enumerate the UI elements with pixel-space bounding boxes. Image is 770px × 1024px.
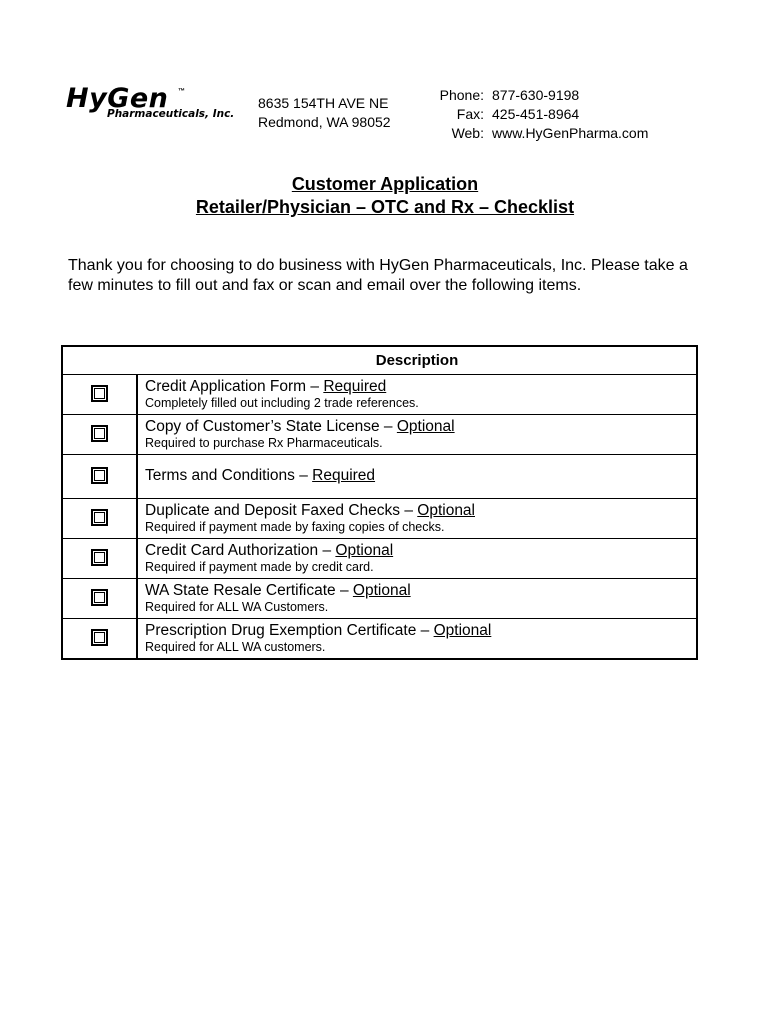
item-name: WA State Resale Certificate – bbox=[145, 581, 353, 599]
phone-row bbox=[420, 86, 648, 105]
title-line-1: Customer Application bbox=[291, 174, 479, 194]
checkbox-cell bbox=[62, 415, 137, 455]
checkbox[interactable] bbox=[91, 467, 108, 484]
logo-trademark: ™ bbox=[178, 88, 185, 95]
item-status: Optional bbox=[335, 541, 394, 559]
table-row bbox=[62, 415, 697, 455]
description-cell bbox=[137, 539, 697, 579]
item-name: Credit Card Authorization – bbox=[145, 541, 336, 559]
item-note: Required if payment made by credit card. bbox=[145, 559, 374, 574]
table-row bbox=[62, 619, 697, 660]
checkbox-cell bbox=[62, 619, 137, 660]
description-cell bbox=[137, 499, 697, 539]
item-title bbox=[145, 467, 689, 485]
company-logo bbox=[66, 84, 236, 124]
checkbox-cell bbox=[62, 579, 137, 619]
item-note: Required for ALL WA customers. bbox=[145, 639, 326, 654]
table-row bbox=[62, 539, 697, 579]
item-note: Completely filled out including 2 trade references. bbox=[145, 395, 419, 410]
checkbox[interactable] bbox=[91, 589, 108, 606]
checkbox-cell bbox=[62, 375, 137, 415]
checkbox[interactable] bbox=[91, 509, 108, 526]
fax-value: 425-451-8964 bbox=[492, 106, 580, 122]
item-name: Copy of Customer’s State License – bbox=[145, 417, 397, 435]
item-status: Required bbox=[312, 467, 376, 484]
fax-row bbox=[420, 105, 648, 124]
item-name: Duplicate and Deposit Faxed Checks – bbox=[145, 501, 418, 519]
item-status: Optional bbox=[396, 417, 455, 435]
table-row bbox=[62, 579, 697, 619]
item-title bbox=[145, 542, 689, 560]
item-status: Required bbox=[323, 377, 387, 395]
logo-subtitle: Pharmaceuticals, Inc. bbox=[107, 108, 235, 120]
logo-name: HyGen bbox=[66, 83, 169, 114]
checkbox[interactable] bbox=[91, 629, 108, 646]
web-label: Web: bbox=[451, 125, 484, 141]
document-title bbox=[0, 173, 770, 219]
address-line-2: Redmond, WA 98052 bbox=[258, 114, 391, 130]
item-name: Terms and Conditions – bbox=[145, 467, 313, 484]
company-address bbox=[258, 94, 391, 132]
item-status: Optional bbox=[417, 501, 475, 519]
item-note: Required if payment made by faxing copies of checks. bbox=[145, 519, 445, 534]
fax-label: Fax: bbox=[456, 106, 484, 122]
web-row bbox=[420, 124, 648, 143]
web-value: www.HyGenPharma.com bbox=[492, 125, 649, 141]
description-cell bbox=[137, 455, 697, 499]
table-row bbox=[62, 455, 697, 499]
item-title bbox=[145, 582, 689, 600]
item-title bbox=[145, 502, 689, 520]
checklist-table bbox=[61, 345, 698, 660]
item-title bbox=[145, 418, 689, 436]
contact-info bbox=[420, 86, 648, 143]
address-line-1: 8635 154TH AVE NE bbox=[258, 95, 389, 111]
item-title bbox=[145, 378, 689, 396]
checkbox-cell bbox=[62, 455, 137, 499]
checkbox[interactable] bbox=[91, 549, 108, 566]
phone-label: Phone: bbox=[439, 87, 484, 103]
checkbox-cell bbox=[62, 499, 137, 539]
table-row bbox=[62, 375, 697, 415]
table-header-row bbox=[62, 346, 697, 375]
description-cell bbox=[137, 375, 697, 415]
checkbox[interactable] bbox=[91, 425, 108, 442]
item-name: Credit Application Form – bbox=[145, 377, 324, 395]
description-cell bbox=[137, 619, 697, 660]
item-title bbox=[145, 622, 689, 640]
item-status: Optional bbox=[433, 621, 492, 639]
checkbox-cell bbox=[62, 539, 137, 579]
item-name: Prescription Drug Exemption Certificate – bbox=[145, 621, 434, 639]
description-cell bbox=[137, 415, 697, 455]
table-row bbox=[62, 499, 697, 539]
phone-value: 877-630-9198 bbox=[492, 87, 580, 103]
intro-paragraph: Thank you for choosing to do business with HyGen Pharmaceuticals, Inc. Please take a few minutes to fill out and fax or scan and email over the following items. bbox=[68, 257, 688, 294]
title-line-2: Retailer/Physician – OTC and Rx – Checklist bbox=[195, 197, 575, 217]
item-note: Required for ALL WA Customers. bbox=[145, 599, 329, 614]
checkbox[interactable] bbox=[91, 385, 108, 402]
description-cell bbox=[137, 579, 697, 619]
item-status: Optional bbox=[352, 581, 411, 599]
description-header: Description bbox=[62, 346, 697, 375]
item-note: Required to purchase Rx Pharmaceuticals. bbox=[145, 435, 383, 450]
